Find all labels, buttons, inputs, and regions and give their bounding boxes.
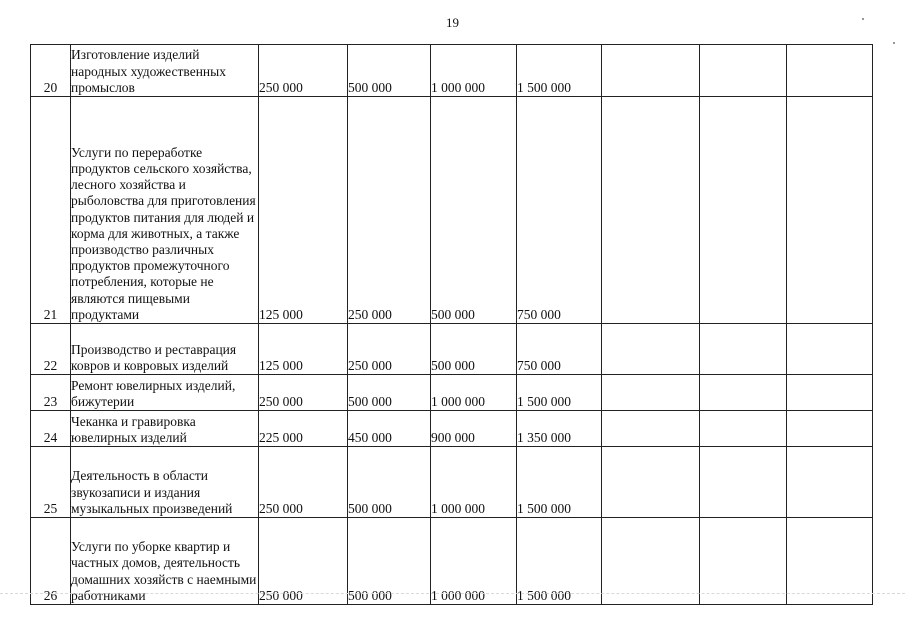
value-cell-1: 250 000 bbox=[259, 375, 348, 411]
scan-speck bbox=[862, 18, 864, 20]
value-cell-3: 1 000 000 bbox=[431, 375, 517, 411]
table-row bbox=[31, 324, 873, 375]
value-cell-1: 250 000 bbox=[259, 447, 348, 518]
empty-cell bbox=[787, 97, 873, 324]
value-cell-3: 1 000 000 bbox=[431, 45, 517, 97]
empty-cell bbox=[787, 518, 873, 605]
row-number: 23 bbox=[31, 375, 71, 411]
row-number: 22 bbox=[31, 324, 71, 375]
table-row bbox=[31, 45, 873, 97]
empty-cell bbox=[787, 411, 873, 447]
value-cell-3: 500 000 bbox=[431, 324, 517, 375]
empty-cell bbox=[700, 447, 787, 518]
scan-artifact-line bbox=[0, 593, 905, 594]
empty-cell bbox=[602, 411, 700, 447]
empty-cell bbox=[602, 324, 700, 375]
empty-cell bbox=[602, 97, 700, 324]
empty-cell bbox=[787, 324, 873, 375]
scan-speck bbox=[893, 42, 895, 44]
empty-cell bbox=[700, 324, 787, 375]
value-cell-2: 500 000 bbox=[348, 375, 431, 411]
activity-name: Изготовление изделий народных художественных промыслов bbox=[71, 45, 259, 97]
value-cell-3: 500 000 bbox=[431, 97, 517, 324]
table-row bbox=[31, 97, 873, 324]
empty-cell bbox=[602, 45, 700, 97]
table-row bbox=[31, 375, 873, 411]
empty-cell bbox=[602, 375, 700, 411]
empty-cell bbox=[787, 447, 873, 518]
activity-name: Услуги по уборке квартир и частных домов, деятельность домашних хозяйств с наемными работниками bbox=[71, 518, 259, 605]
empty-cell bbox=[787, 375, 873, 411]
empty-cell bbox=[700, 97, 787, 324]
value-cell-1: 250 000 bbox=[259, 45, 348, 97]
value-cell-2: 250 000 bbox=[348, 324, 431, 375]
activity-name: Деятельность в области звукозаписи и издания музыкальных произведений bbox=[71, 447, 259, 518]
row-number: 26 bbox=[31, 518, 71, 605]
value-cell-1: 125 000 bbox=[259, 324, 348, 375]
row-number: 20 bbox=[31, 45, 71, 97]
activity-name: Ремонт ювелирных изделий, бижутерии bbox=[71, 375, 259, 411]
empty-cell bbox=[787, 45, 873, 97]
value-cell-2: 250 000 bbox=[348, 97, 431, 324]
value-cell-4: 1 500 000 bbox=[517, 447, 602, 518]
row-number: 21 bbox=[31, 97, 71, 324]
activity-name: Производство и реставрация ковров и ковровых изделий bbox=[71, 324, 259, 375]
activity-name: Чеканка и гравировка ювелирных изделий bbox=[71, 411, 259, 447]
value-cell-1: 125 000 bbox=[259, 97, 348, 324]
tax-rates-table bbox=[30, 44, 873, 605]
table-row bbox=[31, 411, 873, 447]
value-cell-1: 250 000 bbox=[259, 518, 348, 605]
table-row bbox=[31, 447, 873, 518]
table-row bbox=[31, 518, 873, 605]
value-cell-2: 500 000 bbox=[348, 447, 431, 518]
value-cell-3: 1 000 000 bbox=[431, 447, 517, 518]
empty-cell bbox=[700, 375, 787, 411]
empty-cell bbox=[602, 447, 700, 518]
value-cell-4: 1 350 000 bbox=[517, 411, 602, 447]
empty-cell bbox=[700, 45, 787, 97]
row-number: 25 bbox=[31, 447, 71, 518]
value-cell-4: 750 000 bbox=[517, 97, 602, 324]
value-cell-3: 900 000 bbox=[431, 411, 517, 447]
value-cell-1: 225 000 bbox=[259, 411, 348, 447]
activity-name: Услуги по переработке продуктов сельского хозяйства, лесного хозяйства и рыболовства для приготовления продуктов питания для людей и корма для животных, а также производство различных продуктов промежуточного потребления, которые не являются пищевыми продуктами bbox=[71, 97, 259, 324]
value-cell-2: 500 000 bbox=[348, 45, 431, 97]
empty-cell bbox=[700, 411, 787, 447]
row-number: 24 bbox=[31, 411, 71, 447]
value-cell-4: 750 000 bbox=[517, 324, 602, 375]
value-cell-2: 500 000 bbox=[348, 518, 431, 605]
page-number: 19 bbox=[446, 15, 459, 30]
value-cell-4: 1 500 000 bbox=[517, 45, 602, 97]
empty-cell bbox=[700, 518, 787, 605]
empty-cell bbox=[602, 518, 700, 605]
value-cell-4: 1 500 000 bbox=[517, 518, 602, 605]
value-cell-3: 1 000 000 bbox=[431, 518, 517, 605]
value-cell-2: 450 000 bbox=[348, 411, 431, 447]
value-cell-4: 1 500 000 bbox=[517, 375, 602, 411]
